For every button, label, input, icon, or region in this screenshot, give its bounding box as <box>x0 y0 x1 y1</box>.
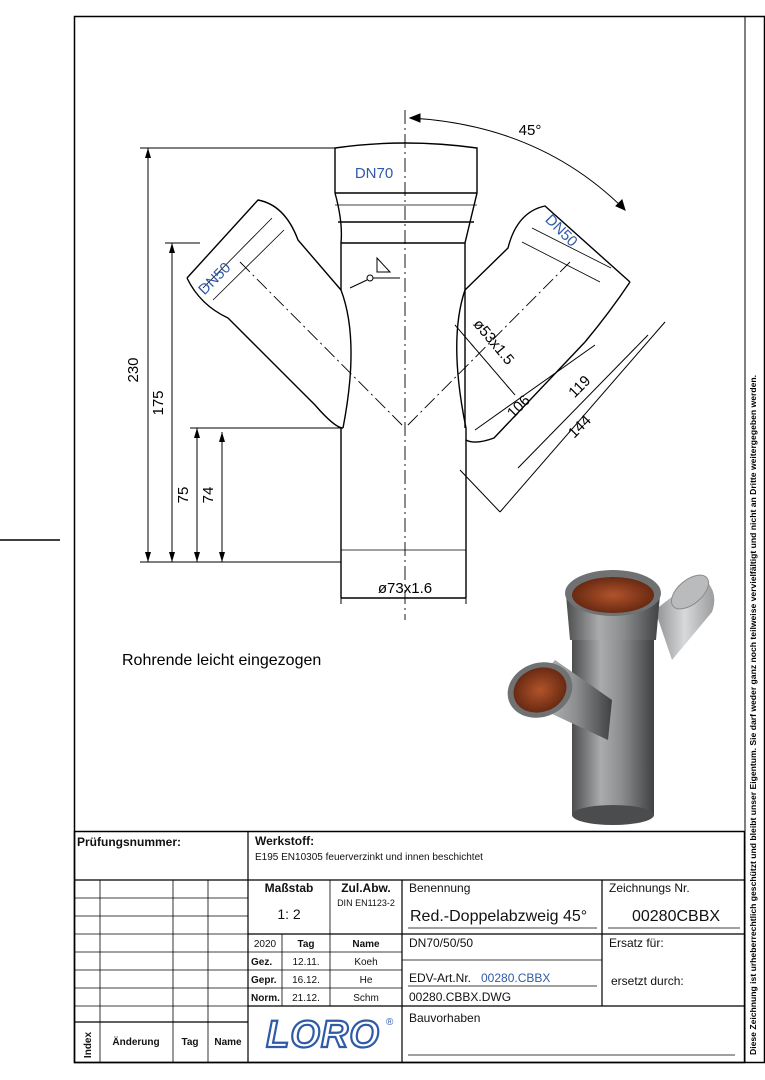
centerlines <box>240 110 570 620</box>
row-norm-label: Norm. <box>251 993 280 1004</box>
dim-75: 75 <box>175 486 192 504</box>
tag-label: Tag <box>181 1037 199 1048</box>
year: 2020 <box>253 939 277 950</box>
werkstoff-value: E195 EN10305 feuerverzinkt und innen beschichtet <box>255 852 483 863</box>
dim-144: 144 <box>564 411 595 442</box>
row-norm-name: Schm <box>353 993 379 1004</box>
name-header: Name <box>352 939 380 950</box>
ersatz-label: Ersatz für: <box>609 936 664 950</box>
massstab-value: 1: 2 <box>277 906 301 922</box>
zulabw-value: DIN EN1123-2 <box>337 898 395 908</box>
massstab-label: Maßstab <box>264 881 314 895</box>
dim-74: 74 <box>200 486 217 504</box>
left-branch <box>228 290 351 428</box>
dim-main-diameter: ø73x1.6 <box>377 580 433 597</box>
dn-value: DN70/50/50 <box>409 936 474 950</box>
zeichnungsnr-label: Zeichnungs Nr. <box>609 881 690 895</box>
pruefungsnummer-label: Prüfungsnummer: <box>77 835 182 849</box>
benennung-value: Red.-Doppelabzweig 45° <box>410 908 588 925</box>
row-gepr-name: He <box>359 975 373 986</box>
angle-dimension <box>410 114 625 210</box>
note-pipe-end: Rohrende leicht eingezogen <box>122 652 322 669</box>
name-label: Name <box>214 1037 242 1048</box>
edv-value: 00280.CBBX <box>481 971 551 985</box>
label-main-dn: DN70 <box>354 165 394 182</box>
dim-230: 230 <box>125 357 142 383</box>
bauvorhaben-label: Bauvorhaben <box>409 1011 481 1025</box>
werkstoff-label: Werkstoff: <box>255 834 315 848</box>
dim-119: 119 <box>565 372 595 402</box>
drawing-frame <box>75 17 765 1063</box>
loro-logo <box>266 1014 394 1056</box>
row-gepr-label: Gepr. <box>251 975 277 986</box>
row-gez-tag: 12.11. <box>292 957 320 968</box>
dim-angle: 45° <box>518 122 542 139</box>
dwg-value: 00280.CBBX.DWG <box>409 990 512 1004</box>
fitting-drawing <box>187 143 630 598</box>
label-left-dn: DN50 <box>195 259 235 299</box>
dim-branch-diameter: ø53x1.5 <box>469 315 518 369</box>
row-norm-tag: 21.12. <box>292 993 320 1004</box>
ersetzt-label: ersetzt durch: <box>611 974 684 988</box>
branch-dimensions <box>455 322 665 512</box>
dim-175: 175 <box>150 390 167 416</box>
weld-symbol <box>350 258 400 288</box>
benennung-label: Benennung <box>409 881 471 895</box>
vertical-dimensions <box>140 148 341 562</box>
aenderung-label: Änderung <box>112 1037 160 1048</box>
tag-header: Tag <box>297 939 315 950</box>
edv-label: EDV-Art.Nr. <box>409 971 472 985</box>
dimension-labels <box>122 122 595 669</box>
label-right-dn: DN50 <box>541 211 581 251</box>
title-block-text <box>77 834 720 1058</box>
row-gez-name: Koeh <box>354 957 378 968</box>
logo-registered: ® <box>386 1017 394 1028</box>
fitting-3d-render <box>500 569 715 825</box>
zulabw-label: Zul.Abw. <box>341 881 391 895</box>
logo-text: LORO <box>266 1014 380 1056</box>
dim-106: 106 <box>503 391 534 422</box>
row-gez-label: Gez. <box>251 957 273 968</box>
index-label: Index <box>83 1031 94 1059</box>
zeichnungsnr-value: 00280CBBX <box>631 908 721 925</box>
main-diameter-dimension <box>341 598 466 604</box>
copyright-notice: Diese Zeichnung ist urheberrechtlich geschützt und bleibt unser Eigentum. Sie darf weder ganz noch teilweise vervielfältigt und nicht an Dritte weitergegeben werden. <box>748 375 758 1055</box>
row-gepr-tag: 16.12. <box>292 975 320 986</box>
